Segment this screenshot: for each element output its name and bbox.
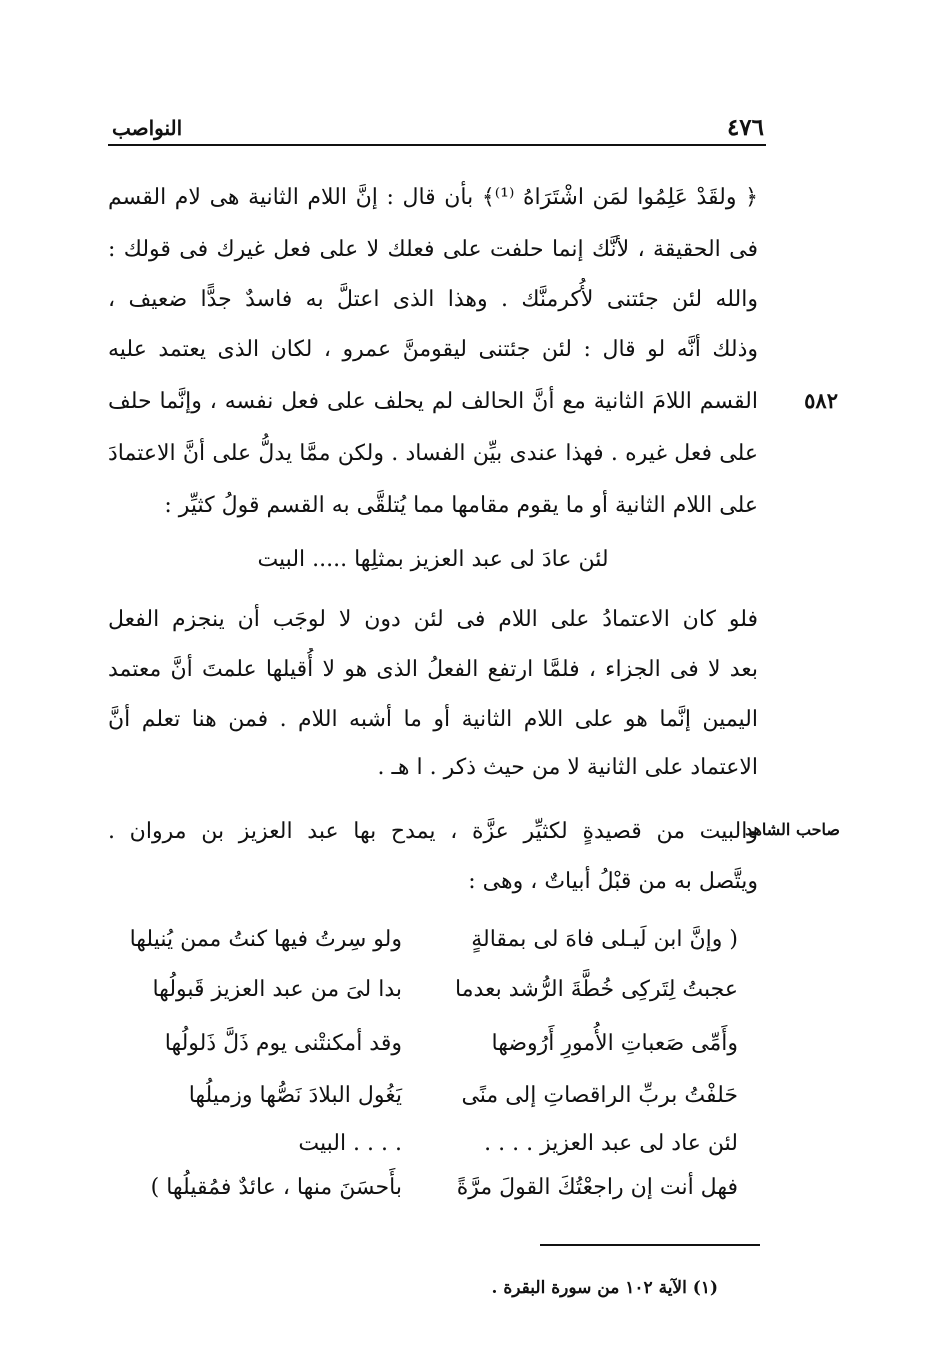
verse-first-hemistich: لئن عاد لى عبد العزيز . . . . <box>484 1131 738 1156</box>
verse-second-hemistich: . . . . البيت <box>298 1131 402 1156</box>
verse-first-hemistich: عجبتُ لِتَركِى خُطَّةَ الرُّشد بعدما <box>455 977 738 1002</box>
text-line: اليمين إنَّما هو على اللام الثانية أو ما أشبه اللام . فمن هنا تعلم أنَّ <box>108 707 758 732</box>
chapter-title: النواصب <box>112 116 183 140</box>
verse-second-hemistich: ولو سِرتُ فيها كنتُ ممن يُنيلها <box>129 927 402 952</box>
footnote: (١) الآية ١٠٢ من سورة البقرة . <box>491 1278 718 1298</box>
verse-first-hemistich: ( وإنَّ ابن لَيـلى فاهَ لى بمقالةٍ <box>471 927 738 952</box>
text-line: بعد لا فى الجزاء ، فلمَّا ارتفع الفعلُ الذى هو لا أُقيلها علمتَ أنَّ معتمد <box>108 657 758 682</box>
verse-second-hemistich: يَغُول البلادَ نَصُّها وزميلُها <box>188 1083 402 1108</box>
verse-second-hemistich: بدا لىَ من عبد العزيز قَبولُها <box>152 977 402 1002</box>
text-line: ويتَّصل به من قبْلُ أبياتٌ ، وهى : <box>468 869 758 894</box>
text-line: والبيت من قصيدةٍ لكثيِّر عزَّة ، يمدح بها عبد العزيز بن مروان . <box>108 819 758 844</box>
verse-second-hemistich: بأَحسَنَ منها ، عائدٌ فمُقيلُها ) <box>150 1175 402 1200</box>
page-header <box>108 108 766 146</box>
text-line: القسم اللامَ الثانية مع أنَّ الحالف لم يحلف على فعل نفسه ، وإنَّما حلف <box>108 389 758 414</box>
verse-second-hemistich: وقد أمكنتْنى يوم ذَلَّ ذَلولُها <box>164 1031 402 1056</box>
verse-first-hemistich: وأَمِّى صَعباتِ الأُمورِ أَرُوضها <box>491 1031 738 1056</box>
text-line: وذلك أنَّه لو قال : لئن جئتنى ليقومنَّ عمرو ، لكان الذى يعتمد عليه <box>108 337 758 362</box>
verse-first-hemistich: حَلفْتُ بربِّ الراقصاتِ إلى منًى <box>461 1083 738 1108</box>
text-line: فلو كان الاعتمادُ على اللام فى لئن دون لا لوجَب أن ينجزم الفعل <box>108 607 758 632</box>
margin-note: صاحب الشاهد <box>745 820 840 839</box>
margin-number: ٥٨٢ <box>804 388 838 413</box>
text-line: فى الحقيقة ، لأنَّك إنما حلفت على فعلك لا على فعل غيرك فى قولك : <box>108 237 758 262</box>
text-line: والله لئن جئتنى لأُكرمنَّك . وهذا الذى اعتلَّ به فاسدٌ جدًّا ضعيف ، <box>108 287 758 312</box>
text-line: على فعل غيره . فهذا عندى بيِّن الفساد . ولكن ممَّا يدلُّ على أنَّ الاعتمادَ <box>108 441 758 466</box>
footnote-divider <box>540 1244 760 1246</box>
quoted-verse: لئن عادَ لى عبد العزيز بمثلِها ..... البيت <box>257 547 609 572</box>
verse-first-hemistich: فهل أنت إن راجعْتُكَ القولَ مرَّةً <box>456 1175 738 1200</box>
text-line: على اللام الثانية أو ما يقوم مقامها مما يُتلقَّى به القسم قولُ كثيِّر : <box>164 493 758 518</box>
page-number: ٤٧٦ <box>726 114 764 141</box>
text-line: الاعتماد على الثانية لا من حيث ذكر . ا هـ . <box>377 755 758 780</box>
text-line: ﴿ ولقَدْ عَلِمُوا لمَن اشْتَرَاهُ ⁽¹⁾﴾ بأن قال : إنَّ اللام الثانية هى لام القسم <box>108 185 758 210</box>
